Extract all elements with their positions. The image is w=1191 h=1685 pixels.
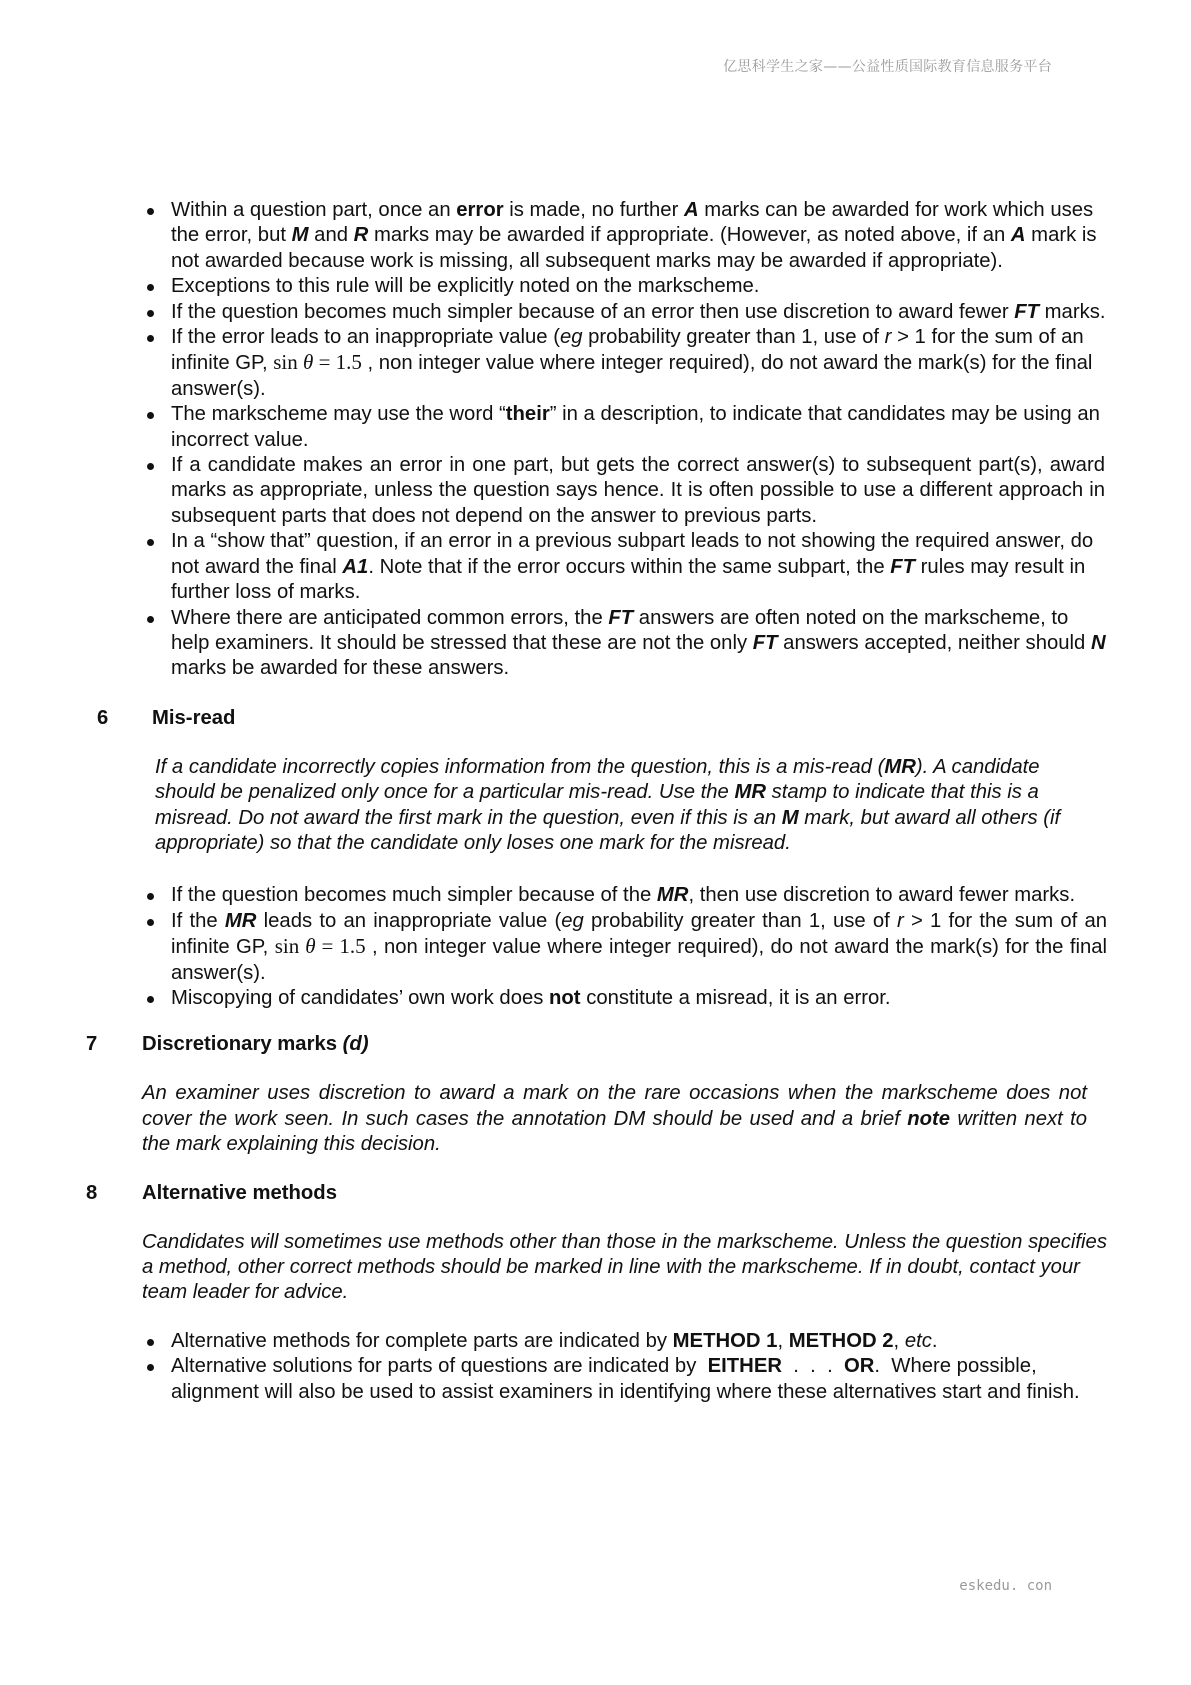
section-title: Alternative methods [142,1181,337,1204]
list-item: Within a question part, once an error is made, no further A marks can be awarded for work which uses the error, but M and R marks may be awarded if appropriate. (However, as noted above, if an A mark is not awarded because work is missing, all subsequent marks may be awarded if appropriate). [0,198,1191,274]
section-title: Discretionary marks (d) [142,1033,369,1056]
section6-bullet-list [0,883,1191,1011]
section8-bullet-list [0,1329,1191,1405]
list-item: The markscheme may use the word “their” in a description, to indicate that candidates may be using an incorrect value. [0,402,1191,453]
list-item: If a candidate makes an error in one part, but gets the correct answer(s) to subsequent part(s), award marks as appropriate, unless the question says hence. It is often possible to use a different approach in subsequent parts that does not depend on the answer to previous parts. [0,453,1191,529]
list-item: If the error leads to an inappropriate value (eg probability greater than 1, use of r > 1 for the sum of an infinite GP, sin θ = 1.5 , non integer value where integer required), do not award the mark(s) for the final answer(s). [0,325,1191,402]
list-item: Alternative solutions for parts of questions are indicated by EITHER . . . OR. Where possible, alignment will also be used to assist examiners in identifying where these alternatives start and finish. [0,1354,1191,1405]
section5-bullet-list [0,198,1191,682]
section-title: Mis-read [152,706,236,729]
section-7-heading [0,1033,1191,1059]
section-number: 8 [86,1181,98,1204]
section-8-heading [0,1182,1191,1208]
section-7-paragraph: An examiner uses discretion to award a mark on the rare occasions when the markscheme does not cover the work seen. In such cases the annotation DM should be used and a brief note written next to the mark explaining this decision. [142,1082,1087,1156]
list-item: Alternative methods for complete parts are indicated by METHOD 1, METHOD 2, etc. [0,1329,1191,1354]
section-6-paragraph: If a candidate incorrectly copies information from the question, this is a mis-read (MR). A candidate should be penalized only once for a particular mis-read. Use the MR stamp to indicate that this is a misread. Do not award the first mark in the question, even if this is an M mark, but award all others (if appropriate) so that the candidate only loses one mark for the misread. [155,755,1061,854]
footer-watermark: eskedu. con [959,1578,1052,1594]
page-content [0,198,1191,1405]
section-number: 6 [97,706,109,729]
list-item: In a “show that” question, if an error in a previous subpart leads to not showing the required answer, do not award the final A1. Note that if the error occurs within the same subpart, the FT rules may result in further loss of marks. [0,529,1191,605]
list-item: If the question becomes much simpler because of an error then use discretion to award fewer FT marks. [0,300,1191,325]
list-item: Miscopying of candidates’ own work does not constitute a misread, it is an error. [0,986,1191,1011]
header-watermark: 亿思科学生之家——公益性质国际教育信息服务平台 [723,59,1052,75]
section-6-heading [0,707,1191,733]
list-item: Where there are anticipated common errors, the FT answers are often noted on the markscheme, to help examiners. It should be stressed that these are not the only FT answers accepted, neither should N marks be awarded for these answers. [0,606,1191,682]
list-item: If the question becomes much simpler because of the MR, then use discretion to award fewer marks. [0,883,1191,908]
section-number: 7 [86,1033,98,1056]
section-8-paragraph: Candidates will sometimes use methods other than those in the markscheme. Unless the question specifies a method, other correct methods should be marked in line with the markscheme. If in doubt, contact your team leader for advice. [142,1230,1107,1304]
list-item: Exceptions to this rule will be explicitly noted on the markscheme. [0,274,1191,299]
list-item: If the MR leads to an inappropriate value (eg probability greater than 1, use of r > 1 for the sum of an infinite GP, sin θ = 1.5 , non integer value where integer required), do not award the mark(s) for the final answer(s). [0,909,1191,986]
